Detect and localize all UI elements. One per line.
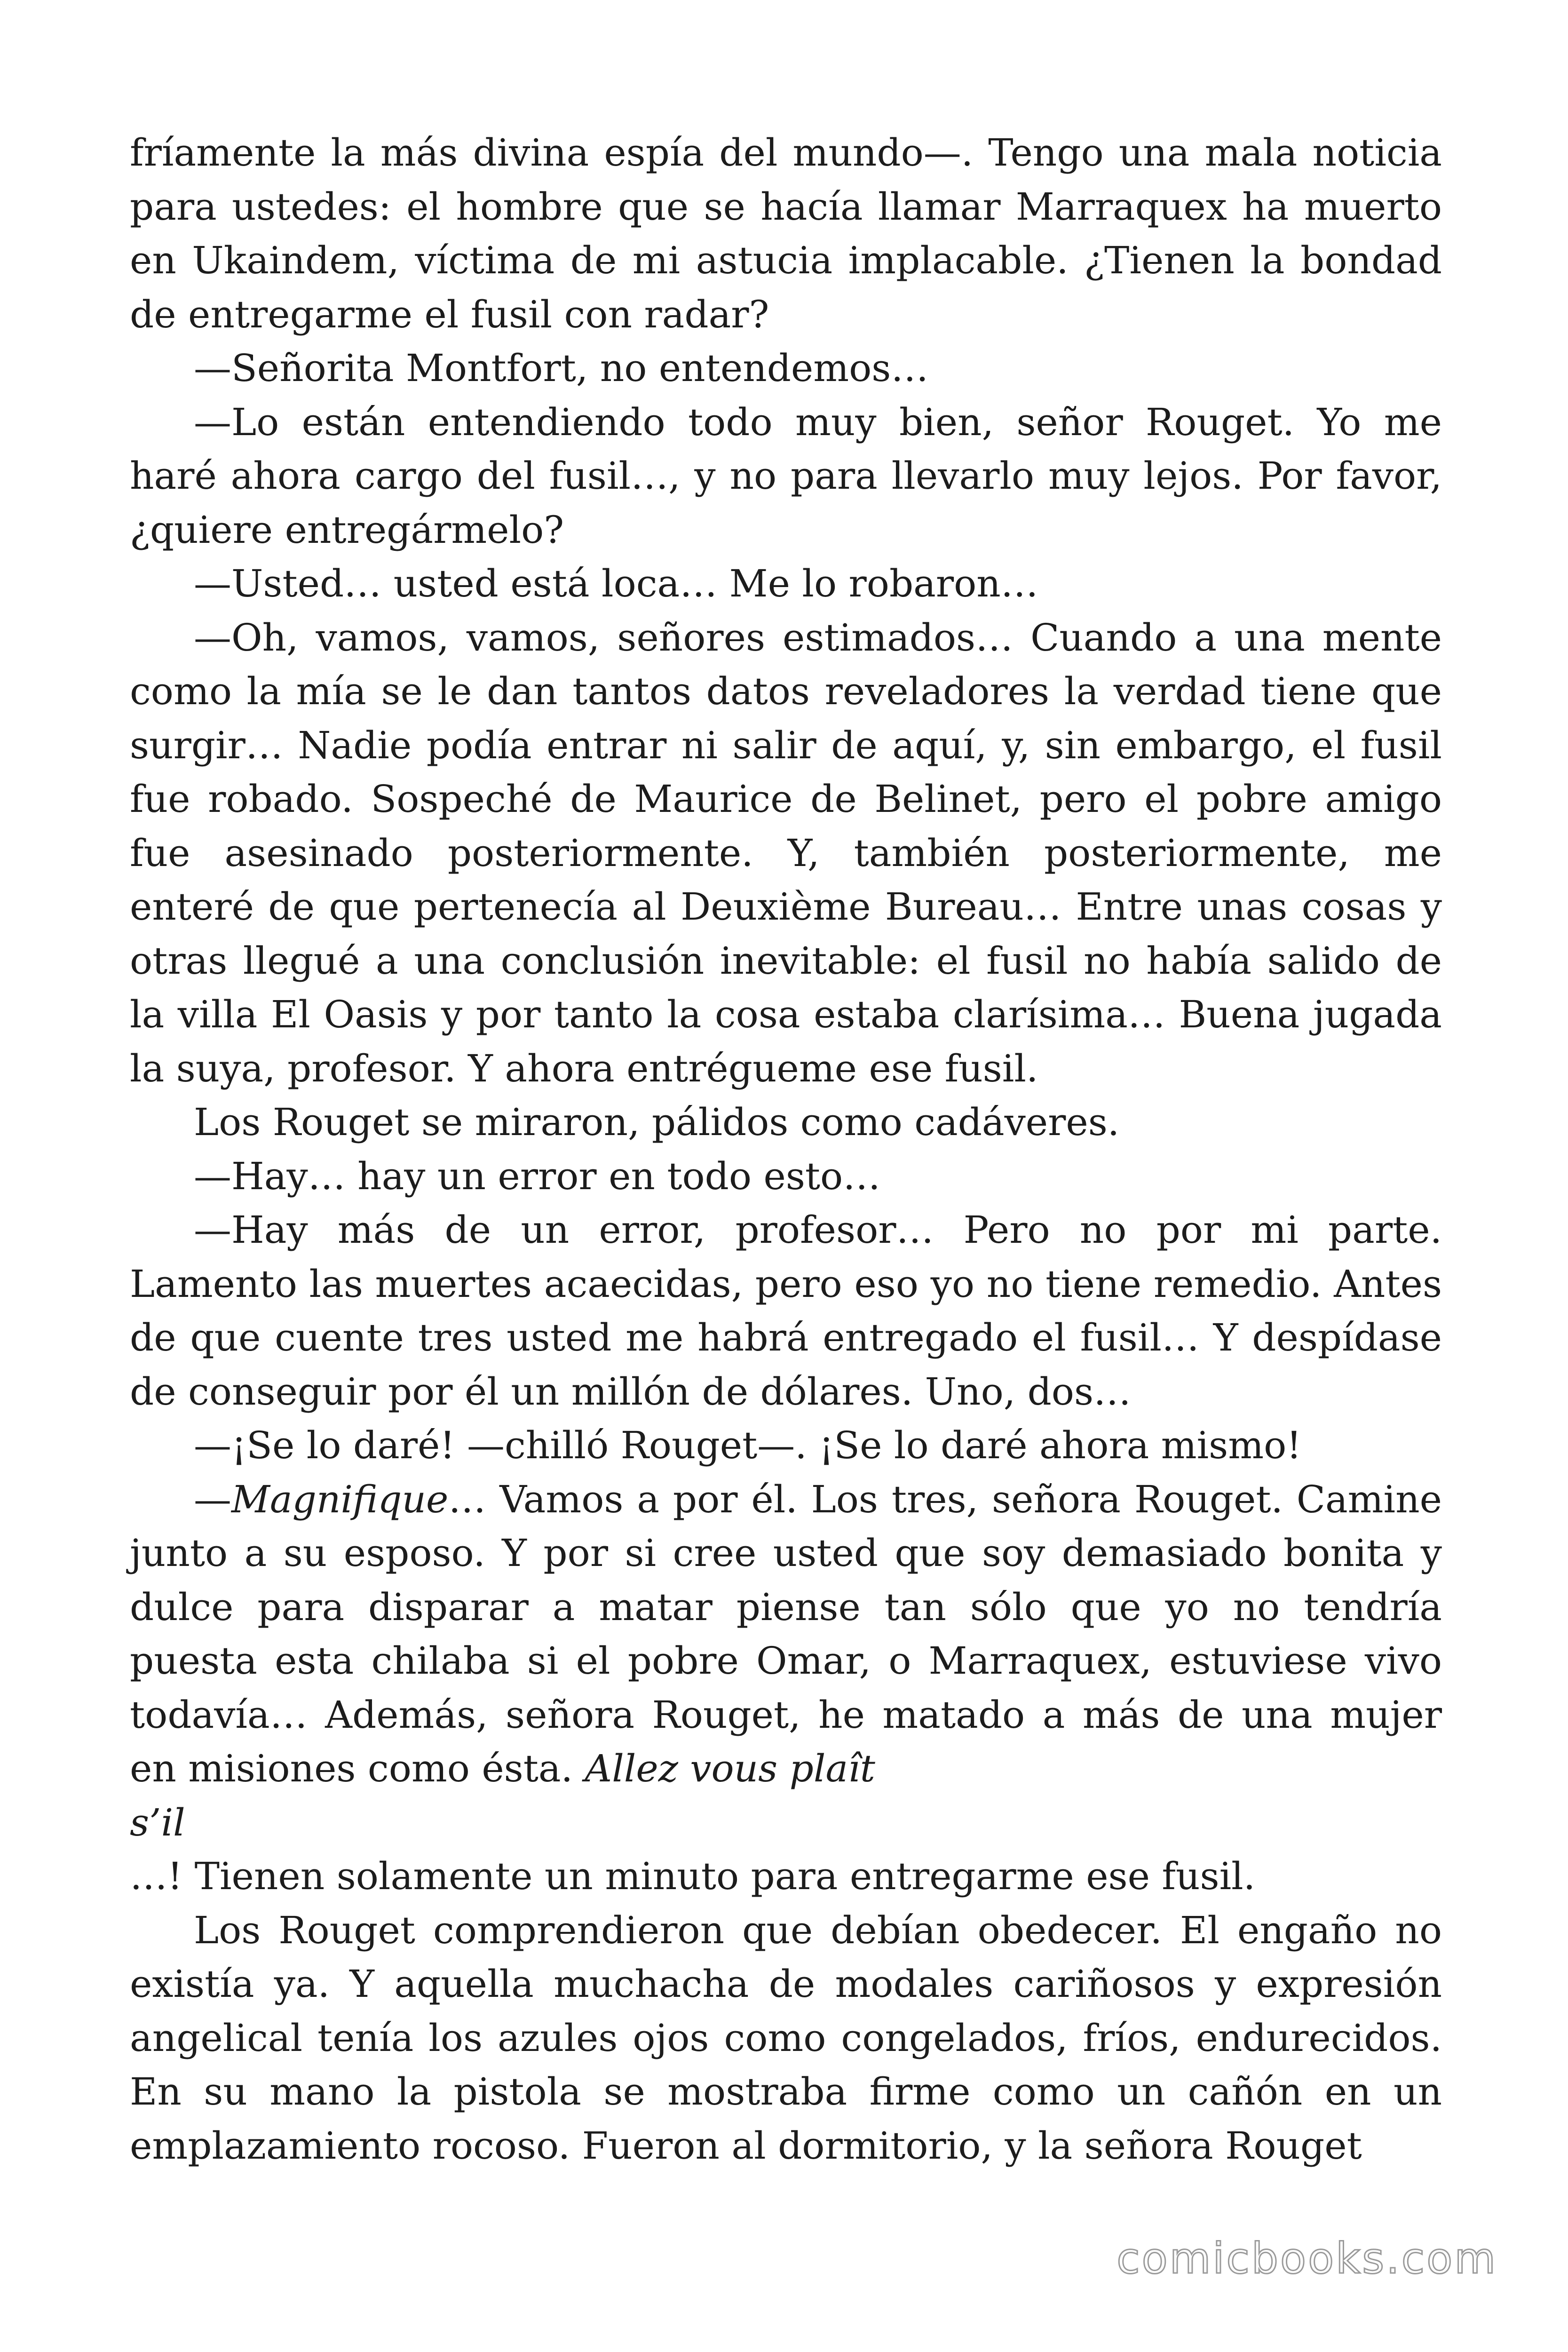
paragraph-12 [130,1850,1442,1904]
text-run: —Señorita Montfort, no entendemos… [194,346,929,390]
book-page-text [130,126,1442,2173]
paragraph-13 [130,1904,1442,2173]
text-run: … Vamos a por él. Los tres, señora Rouget. Camine junto a su esposo. Y por si cree usted que soy demasiado bonita y dulce para disparar a matar piense tan sólo que yo no tendría puesta esta chilaba si el pobre Omar, o Marraquex, estuviese vivo todavía… Además, señora Rouget, he matado a más de una mujer en misiones como ésta. [130,1477,1442,1790]
italic-text-run: Magnifique [231,1477,449,1521]
text-run: — [194,1477,231,1521]
text-run: —¡Se lo daré! —chilló Rouget—. ¡Se lo daré ahora mismo! [194,1423,1302,1467]
paragraph-7 [130,1150,1442,1204]
paragraph-6 [130,1096,1442,1150]
paragraph-1 [130,126,1442,342]
paragraph-2 [130,342,1442,396]
text-run: Los Rouget se miraron, pálidos como cadáveres. [194,1100,1120,1144]
text-run: …! Tienen solamente un minuto para entregarme ese fusil. [130,1854,1256,1898]
paragraph-3 [130,396,1442,557]
italic-text-run: Allez vous plaît [585,1747,875,1790]
paragraph-9 [130,1419,1442,1473]
italic-text-run: s’il [130,1800,185,1844]
text-run: —Lo están entendiendo todo muy bien, señor Rouget. Yo me haré ahora cargo del fusil…, y no para llevarlo muy lejos. Por favor, ¿quiere entregármelo? [130,400,1442,552]
text-run: —Oh, vamos, vamos, señores estimados… Cuando a una mente como la mía se le dan tantos datos reveladores la verdad tiene que surgir… Nadie podía entrar ni salir de aquí, y, sin embargo, el fusil fue robado. Sospeché de Maurice de Belinet, pero el pobre amigo fue asesinado posteriormente. Y, también posteriormente, me enteré de que pertenecía al Deuxième Bureau… Entre unas cosas y otras llegué a una conclusión inevitable: el fusil no había salido de la villa El Oasis y por tanto la cosa estaba clarísima… Buena jugada la suya, profesor. Y ahora entrégueme ese fusil. [130,615,1442,1090]
text-run: —Hay… hay un error en todo esto… [194,1154,881,1198]
text-run: —Usted… usted está loca… Me lo robaron… [194,562,1038,605]
paragraph-10 [130,1473,1442,1796]
watermark-logo: comicbooks.com [1117,2234,1497,2283]
paragraph-8 [130,1203,1442,1419]
text-run: fríamente la más divina espía del mundo—. Tengo una mala noticia para ustedes: el hombre que se hacía llamar Marraquex ha muerto en Ukaindem, víctima de mi astucia implacable. ¿Tienen la bondad de entregarme el fusil con radar? [130,131,1442,336]
text-run: Los Rouget comprendieron que debían obedecer. El engaño no existía ya. Y aquella muchacha de modales cariñosos y expresión angelical tenía los azules ojos como congelados, fríos, endurecidos. En su mano la pistola se mostraba firme como un cañón en un emplazamiento rocoso. Fueron al dormitorio, y la señora Rouget [130,1908,1442,2168]
paragraph-5 [130,611,1442,1096]
paragraph-4 [130,557,1442,611]
paragraph-11 [130,1796,1442,1850]
text-run: —Hay más de un error, profesor… Pero no por mi parte. Lamento las muertes acaecidas, pero eso yo no tiene remedio. Antes de que cuente tres usted me habrá entregado el fusil… Y despídase de conseguir por él un millón de dólares. Uno, dos… [130,1208,1442,1414]
